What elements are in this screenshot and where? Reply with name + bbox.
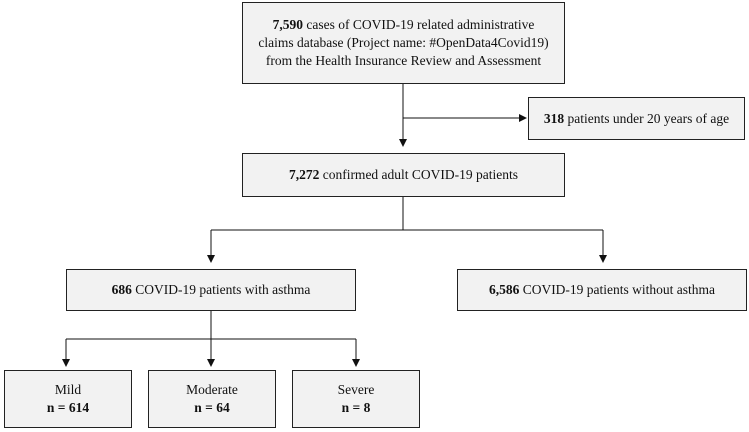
severity-box-mild [4, 370, 132, 428]
with-asthma-label: COVID-19 patients with asthma [131, 282, 311, 297]
source-line-2: claims database (Project name: #OpenData4Covid19) [258, 35, 549, 50]
adults-box [242, 153, 565, 197]
excluded-box [528, 97, 745, 140]
severity-label: Moderate [186, 382, 238, 397]
severity-label: Severe [337, 382, 375, 397]
with-asthma-count: 686 [111, 282, 132, 297]
source-line-1-text: cases of COVID-19 related administrative [303, 17, 535, 32]
source-box [242, 2, 565, 84]
excluded-label: patients under 20 years of age [564, 110, 730, 126]
severity-n: n = 8 [341, 400, 371, 415]
source-count: 7,590 [272, 17, 304, 32]
severity-label: Mild [54, 382, 82, 397]
source-line-1 [273, 16, 535, 34]
adults-text [289, 166, 518, 184]
severity-n: n = 614 [46, 400, 90, 415]
excluded-count: 318 [543, 110, 565, 126]
without-asthma-box [457, 269, 747, 311]
severity-box-moderate [148, 370, 276, 428]
without-asthma-count: 6,586 [488, 282, 520, 297]
without-asthma-text [489, 281, 715, 299]
excluded-text [544, 110, 729, 128]
adults-label: confirmed adult COVID-19 patients [319, 167, 519, 182]
source-line-3: from the Health Insurance Review and Assessment [265, 53, 542, 68]
severity-box-severe [292, 370, 420, 428]
without-asthma-label: COVID-19 patients without asthma [519, 282, 716, 297]
severity-n: n = 64 [194, 400, 230, 415]
adults-count: 7,272 [288, 167, 320, 182]
with-asthma-text [112, 281, 311, 299]
with-asthma-box [66, 269, 356, 311]
